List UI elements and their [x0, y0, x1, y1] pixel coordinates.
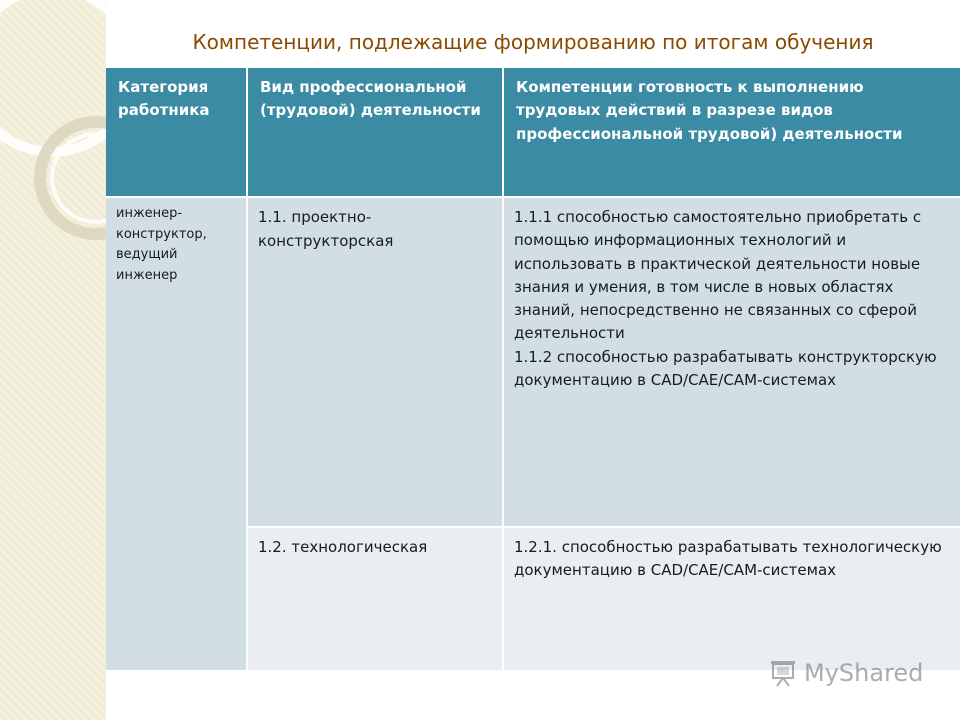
- competencies-cell: [503, 527, 960, 670]
- header-activity-type: Вид профессиональной (трудовой) деятельности: [247, 68, 503, 197]
- category-cell: инженер-конструктор, ведущий инженер: [106, 197, 247, 670]
- table-row: [106, 197, 960, 527]
- table-header-row: [106, 68, 960, 197]
- activity-cell: 1.1. проектно-конструкторская: [247, 197, 503, 527]
- competency-item: 1.2.1. способностью разрабатывать технологическую документацию в CAD/CAE/CAM-системах: [514, 538, 942, 580]
- watermark-text: MyShared: [804, 659, 924, 687]
- competencies-table: [106, 68, 960, 670]
- header-category: Категория работника: [106, 68, 247, 197]
- slide-title: Компетенции, подлежащие формированию по итогам обучения: [192, 30, 874, 54]
- projector-screen-icon: [768, 658, 798, 688]
- competency-item: 1.1.1 способностью самостоятельно приобретать с помощью информационных технологий и использовать в практической деятельности новые знания и умения, в том числе в новых областях знаний, непосредственно не связанных со сферой деятельности: [514, 208, 922, 343]
- header-competencies: Компетенции готовность к выполнению трудовых действий в разрезе видов профессиональной трудовой) деятельности: [503, 68, 960, 197]
- competency-item: 1.1.2 способностью разрабатывать конструкторскую документацию в CAD/CAE/CAM-системах: [514, 347, 937, 389]
- competencies-cell: [503, 197, 960, 527]
- watermark: [768, 656, 923, 690]
- activity-cell: 1.2. технологическая: [247, 527, 503, 670]
